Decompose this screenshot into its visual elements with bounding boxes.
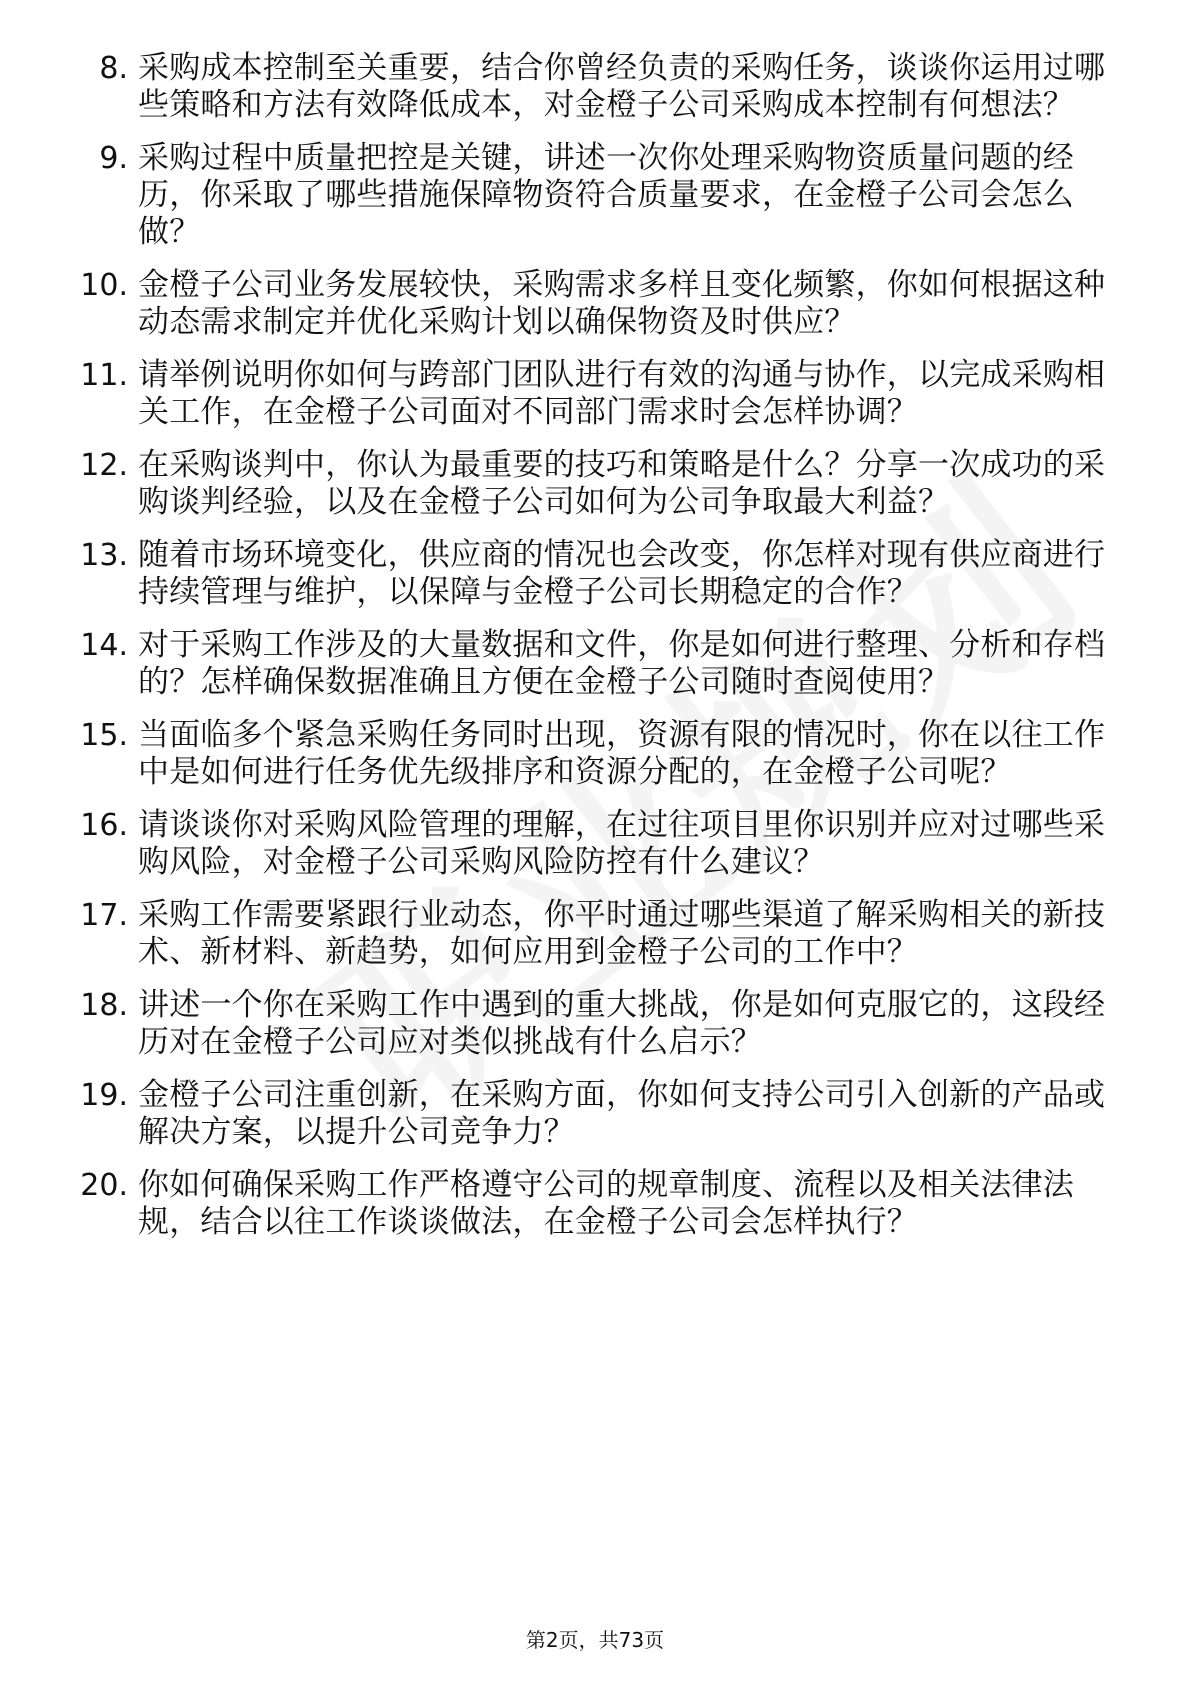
- question-text: 采购过程中质量把控是关键，讲述一次你处理采购物资质量问题的经历，你采取了哪些措施保障物资符合质量要求，在金橙子公司会怎么做？: [138, 140, 1074, 250]
- question-number: 13.: [80, 538, 128, 573]
- question-item: [60, 897, 1120, 971]
- question-item: [60, 140, 1120, 251]
- page-footer: [0, 1624, 1190, 1653]
- question-number: 17.: [80, 898, 128, 933]
- question-item: [60, 1167, 1120, 1241]
- question-number: 12.: [80, 448, 128, 483]
- question-item: [60, 717, 1120, 791]
- question-text: 随着市场环境变化，供应商的情况也会改变，你怎样对现有供应商进行持续管理与维护，以保障与金橙子公司长期稳定的合作？: [138, 537, 1106, 610]
- question-number: 16.: [80, 808, 128, 843]
- question-text: 当面临多个紧急采购任务同时出现，资源有限的情况时，你在以往工作中是如何进行任务优先级排序和资源分配的，在金橙子公司呢？: [138, 717, 1106, 790]
- question-item: [60, 357, 1120, 431]
- question-item: [60, 50, 1120, 124]
- question-item: [60, 627, 1120, 701]
- question-text: 请举例说明你如何与跨部门团队进行有效的沟通与协作，以完成采购相关工作，在金橙子公司面对不同部门需求时会怎样协调？: [138, 357, 1106, 430]
- question-number: 8.: [99, 51, 128, 86]
- question-item: [60, 267, 1120, 341]
- question-text: 金橙子公司注重创新，在采购方面，你如何支持公司引入创新的产品或解决方案，以提升公司竞争力？: [138, 1077, 1106, 1150]
- question-text: 采购工作需要紧跟行业动态，你平时通过哪些渠道了解采购相关的新技术、新材料、新趋势，如何应用到金橙子公司的工作中？: [138, 897, 1106, 970]
- question-item: [60, 447, 1120, 521]
- question-number: 10.: [80, 268, 128, 303]
- question-number: 15.: [80, 718, 128, 753]
- question-list: [60, 50, 1120, 1257]
- question-number: 11.: [80, 358, 128, 393]
- question-text: 金橙子公司业务发展较快，采购需求多样且变化频繁，你如何根据这种动态需求制定并优化采购计划以确保物资及时供应？: [138, 267, 1106, 340]
- question-number: 20.: [80, 1168, 128, 1203]
- question-item: [60, 1077, 1120, 1151]
- question-text: 采购成本控制至关重要，结合你曾经负责的采购任务，谈谈你运用过哪些策略和方法有效降低成本，对金橙子公司采购成本控制有何想法？: [138, 50, 1106, 123]
- question-text: 你如何确保采购工作严格遵守公司的规章制度、流程以及相关法律法规，结合以往工作谈谈做法，在金橙子公司会怎样执行？: [138, 1167, 1074, 1240]
- question-number: 9.: [99, 141, 128, 176]
- page-number-label: 第2页，共73页: [525, 1628, 665, 1652]
- question-item: [60, 987, 1120, 1061]
- question-text: 在采购谈判中，你认为最重要的技巧和策略是什么？分享一次成功的采购谈判经验，以及在金橙子公司如何为公司争取最大利益？: [138, 447, 1106, 520]
- question-item: [60, 537, 1120, 611]
- question-number: 18.: [80, 988, 128, 1023]
- question-number: 14.: [80, 628, 128, 663]
- question-text: 讲述一个你在采购工作中遇到的重大挑战，你是如何克服它的，这段经历对在金橙子公司应对类似挑战有什么启示？: [138, 987, 1106, 1060]
- question-text: 请谈谈你对采购风险管理的理解，在过往项目里你识别并应对过哪些采购风险，对金橙子公司采购风险防控有什么建议？: [138, 807, 1106, 880]
- question-number: 19.: [80, 1078, 128, 1113]
- question-text: 对于采购工作涉及的大量数据和文件，你是如何进行整理、分析和存档的？怎样确保数据准确且方便在金橙子公司随时查阅使用？: [138, 627, 1106, 700]
- question-item: [60, 807, 1120, 881]
